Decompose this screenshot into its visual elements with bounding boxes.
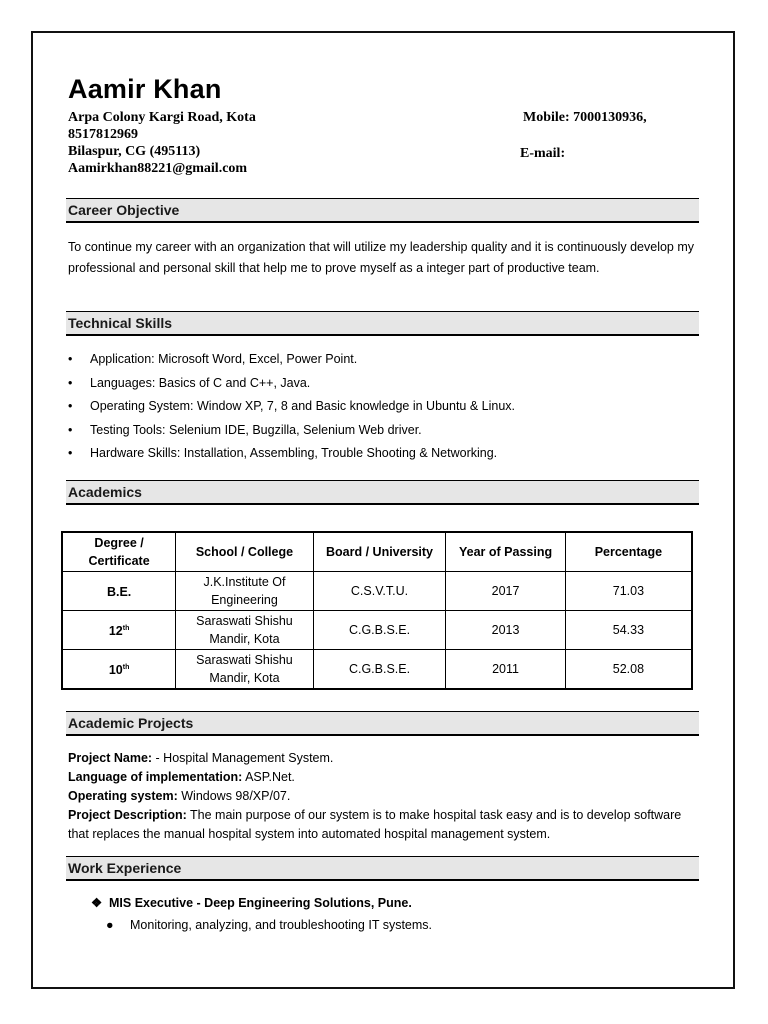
job-title: MIS Executive - Deep Engineering Solutions, Pune.	[109, 896, 412, 910]
table-row	[62, 650, 692, 690]
list-item	[68, 395, 515, 419]
board-cell: C.G.B.S.E.	[313, 611, 446, 650]
board-cell: C.G.B.S.E.	[313, 650, 446, 690]
list-item	[68, 372, 515, 396]
section-header-work-experience	[66, 856, 699, 881]
diamond-bullet-icon: ❖	[91, 896, 103, 910]
project-language-line	[68, 768, 703, 787]
skill-text: Hardware Skills: Installation, Assembling, Trouble Shooting & Networking.	[90, 446, 498, 460]
email-label: E-mail:	[520, 146, 566, 161]
section-title: Academic Projects	[68, 715, 194, 731]
year-cell: 2017	[446, 572, 566, 611]
section-header-academic-projects	[66, 711, 699, 736]
table-header-row	[62, 532, 692, 572]
column-header: Percentage	[565, 532, 692, 572]
address-line-1: Arpa Colony Kargi Road, Kota	[68, 110, 256, 125]
job-duty	[106, 918, 432, 932]
duty-text: Monitoring, analyzing, and troubleshooting IT systems.	[130, 918, 433, 932]
percentage-cell: 71.03	[565, 572, 692, 611]
table-row	[62, 572, 692, 611]
year-cell: 2011	[446, 650, 566, 690]
school-cell: Saraswati Shishu Mandir, Kota	[176, 611, 314, 650]
job-entry	[91, 895, 412, 910]
project-os-line	[68, 787, 703, 806]
section-header-career-objective	[66, 198, 699, 223]
list-item	[68, 348, 515, 372]
column-header: Board / University	[313, 532, 446, 572]
section-title: Career Objective	[68, 202, 180, 218]
project-name-label: Project Name:	[68, 751, 153, 765]
table-row	[62, 611, 692, 650]
bullet-icon: •	[68, 399, 73, 413]
skill-text: Languages: Basics of C and C++, Java.	[90, 375, 311, 390]
project-language-value: ASP.Net.	[242, 770, 295, 784]
project-language-label: Language of implementation:	[68, 770, 243, 784]
year-cell: 2013	[446, 611, 566, 650]
degree-text: B.E.	[106, 585, 132, 600]
degree-text: 12	[108, 624, 123, 639]
address-block	[68, 109, 308, 177]
skill-text: Operating System: Window XP, 7, 8 and Basic knowledge in Ubuntu & Linux.	[90, 399, 516, 413]
academics-table	[61, 531, 693, 690]
section-header-academics	[66, 480, 699, 505]
project-name-value: - Hospital Management System.	[152, 751, 334, 765]
school-cell: J.K.Institute Of Engineering	[176, 572, 314, 611]
section-title: Work Experience	[68, 860, 182, 876]
school-cell: Saraswati Shishu Mandir, Kota	[176, 650, 314, 690]
column-header: School / College	[176, 532, 314, 572]
bullet-icon: •	[68, 422, 73, 437]
column-header: Year of Passing	[446, 532, 566, 572]
project-details	[68, 749, 703, 844]
project-os-value: Windows 98/XP/07.	[177, 789, 291, 803]
degree-cell	[62, 650, 176, 690]
project-os-label: Operating system:	[68, 789, 178, 803]
mobile-label: Mobile: 7000130936,	[523, 110, 647, 125]
section-title: Technical Skills	[68, 315, 173, 331]
section-header-technical-skills	[66, 311, 699, 336]
board-cell: C.S.V.T.U.	[313, 572, 446, 611]
degree-text: 10	[108, 663, 123, 678]
candidate-name: Aamir Khan	[68, 74, 222, 104]
bullet-icon: •	[68, 352, 73, 366]
email-address: Aamirkhan88221@gmail.com	[68, 161, 248, 176]
skill-text: Application: Microsoft Word, Excel, Power Point.	[90, 352, 358, 366]
project-description-line	[68, 806, 703, 844]
degree-suffix: th	[122, 624, 130, 632]
skill-text: Testing Tools: Selenium IDE, Bugzilla, Selenium Web driver.	[90, 422, 422, 437]
bullet-icon: •	[68, 446, 73, 460]
project-description-value: The main purpose of our system is to make hospital task easy and is to develop software that replaces the manual hospital system into automated hospital management system.	[68, 808, 682, 841]
career-objective-text: To continue my career with an organization that will utilize my leadership quality and it is continuously develop my professional and personal skill that help me to prove myself as a integer part of productive team.	[68, 240, 695, 275]
percentage-cell: 52.08	[565, 650, 692, 690]
project-name-line	[68, 749, 703, 768]
degree-cell	[62, 611, 176, 650]
address-line-2: Bilaspur, CG (495113)	[68, 144, 201, 159]
bullet-icon: •	[68, 375, 73, 390]
bullet-icon: ●	[106, 918, 114, 932]
skills-list	[68, 348, 515, 466]
mobile-number-continued: 8517812969	[68, 127, 138, 142]
degree-suffix: th	[122, 663, 130, 671]
column-header: Degree / Certificate	[62, 532, 176, 572]
list-item	[68, 419, 515, 443]
section-title: Academics	[68, 484, 142, 500]
percentage-cell: 54.33	[565, 611, 692, 650]
project-description-label: Project Description:	[68, 808, 187, 822]
list-item	[68, 442, 515, 466]
degree-cell	[62, 572, 176, 611]
